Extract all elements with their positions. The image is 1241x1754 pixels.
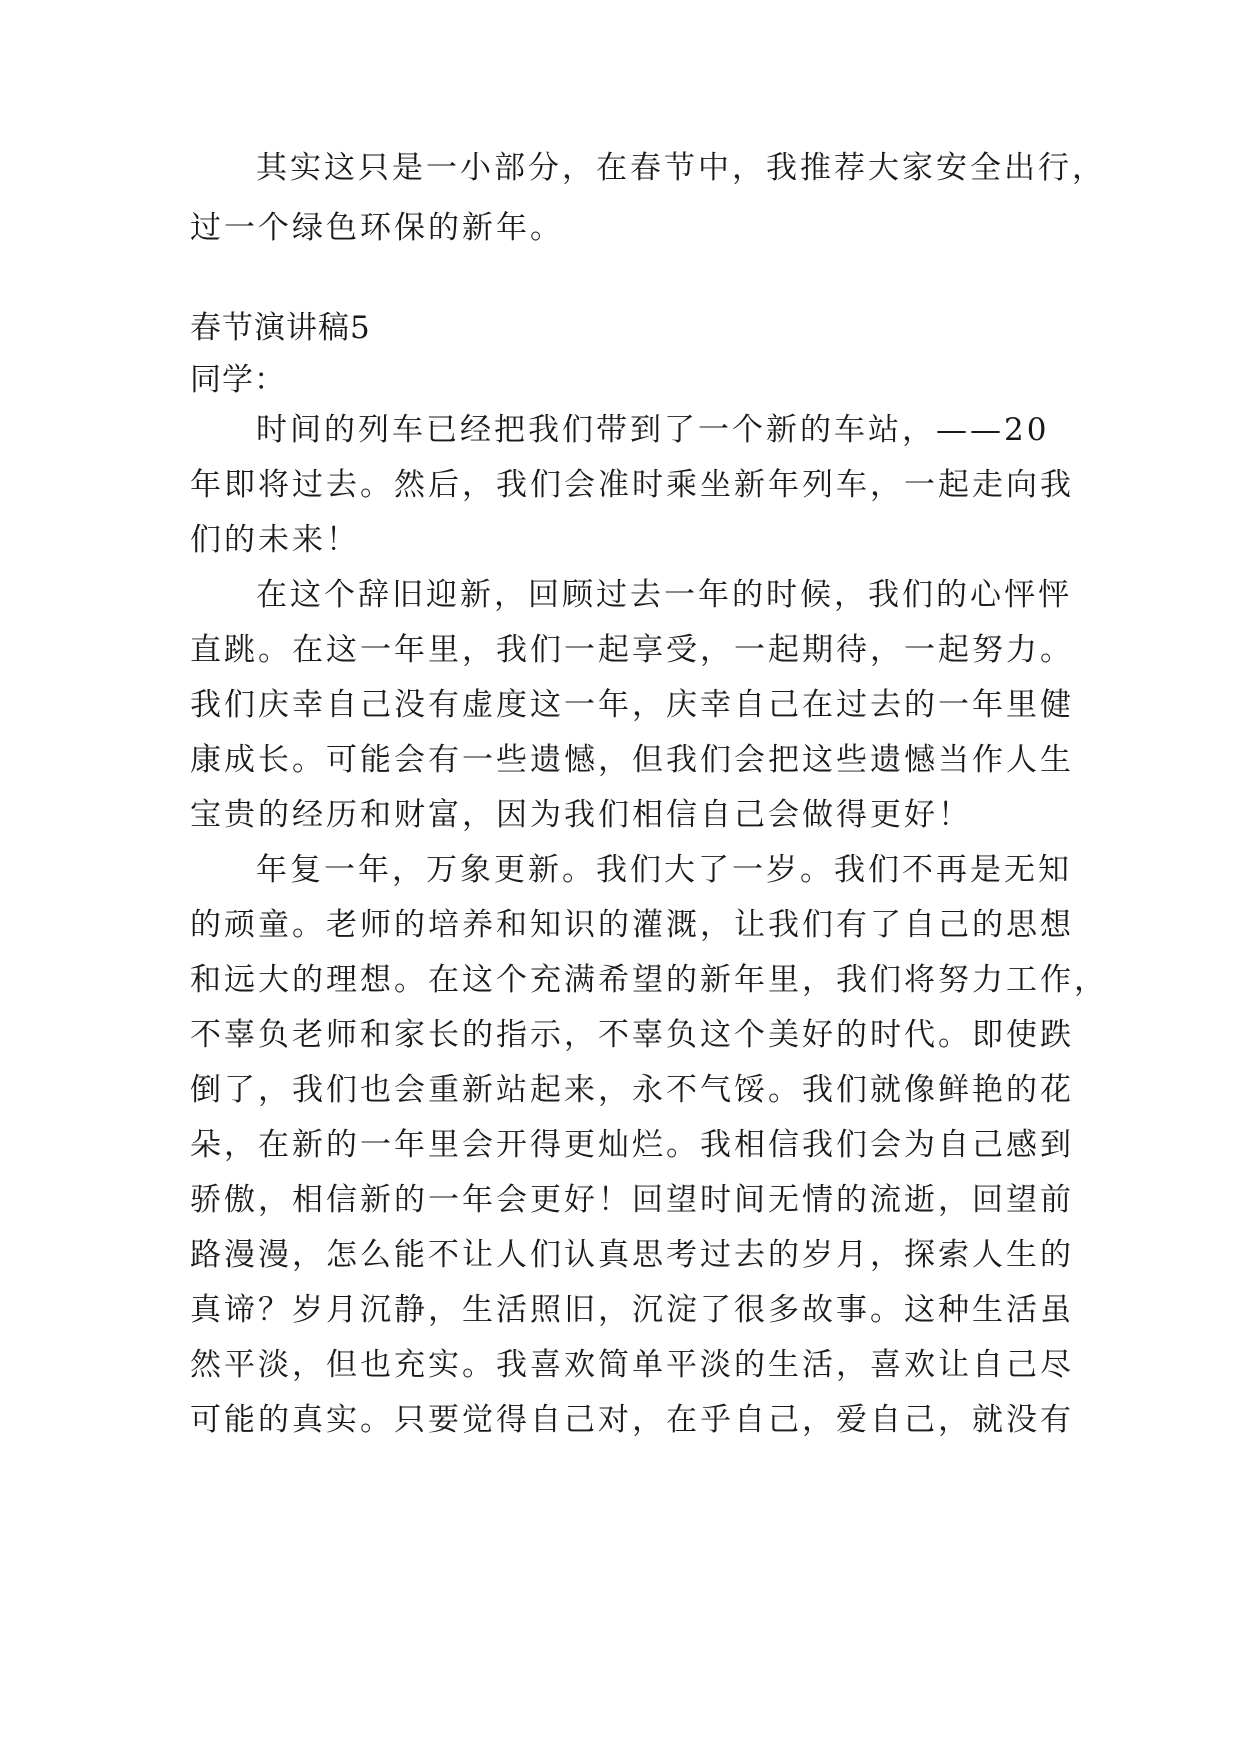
- paragraph-3-line-4: 不辜负老师和家长的指示，不辜负这个美好的时代。即使跌: [190, 1017, 1074, 1053]
- paragraph-1-line-2: 年即将过去。然后，我们会准时乘坐新年列车，一起走向我: [190, 467, 1074, 503]
- section-title: 春节演讲稿5: [190, 310, 371, 346]
- salutation: 同学：: [190, 362, 286, 398]
- paragraph-3-line-8: 路漫漫，怎么能不让人们认真思考过去的岁月，探索人生的: [190, 1237, 1074, 1273]
- paragraph-3-line-10: 然平淡，但也充实。我喜欢简单平淡的生活，喜欢让自己尽: [190, 1347, 1074, 1383]
- intro-line-2: 过一个绿色环保的新年。: [190, 210, 564, 246]
- paragraph-2-line-1: 在这个辞旧迎新，回顾过去一年的时候，我们的心怦怦: [256, 577, 1072, 613]
- paragraph-2-line-5: 宝贵的经历和财富，因为我们相信自己会做得更好！: [190, 797, 972, 833]
- paragraph-1-line-3: 们的未来！: [190, 522, 360, 558]
- paragraph-3-line-7: 骄傲，相信新的一年会更好！回望时间无情的流逝，回望前: [190, 1182, 1074, 1218]
- paragraph-2-line-3: 我们庆幸自己没有虚度这一年，庆幸自己在过去的一年里健: [190, 687, 1074, 723]
- paragraph-3-line-6: 朵，在新的一年里会开得更灿烂。我相信我们会为自己感到: [190, 1127, 1074, 1163]
- paragraph-1-line-1: 时间的列车已经把我们带到了一个新的车站，——20: [256, 412, 1050, 448]
- intro-line-1: 其实这只是一小部分，在春节中，我推荐大家安全出行，: [256, 150, 1106, 186]
- paragraph-3-line-1: 年复一年，万象更新。我们大了一岁。我们不再是无知: [256, 852, 1072, 888]
- paragraph-3-line-5: 倒了，我们也会重新站起来，永不气馁。我们就像鲜艳的花: [190, 1072, 1074, 1108]
- paragraph-3-line-2: 的顽童。老师的培养和知识的灌溉，让我们有了自己的思想: [190, 907, 1074, 943]
- paragraph-3-line-11: 可能的真实。只要觉得自己对，在乎自己，爱自己，就没有: [190, 1402, 1074, 1438]
- paragraph-3-line-9: 真谛？岁月沉静，生活照旧，沉淀了很多故事。这种生活虽: [190, 1292, 1074, 1328]
- paragraph-2-line-2: 直跳。在这一年里，我们一起享受，一起期待，一起努力。: [190, 632, 1074, 668]
- paragraph-3-line-3: 和远大的理想。在这个充满希望的新年里，我们将努力工作，: [190, 962, 1108, 998]
- paragraph-2-line-4: 康成长。可能会有一些遗憾，但我们会把这些遗憾当作人生: [190, 742, 1074, 778]
